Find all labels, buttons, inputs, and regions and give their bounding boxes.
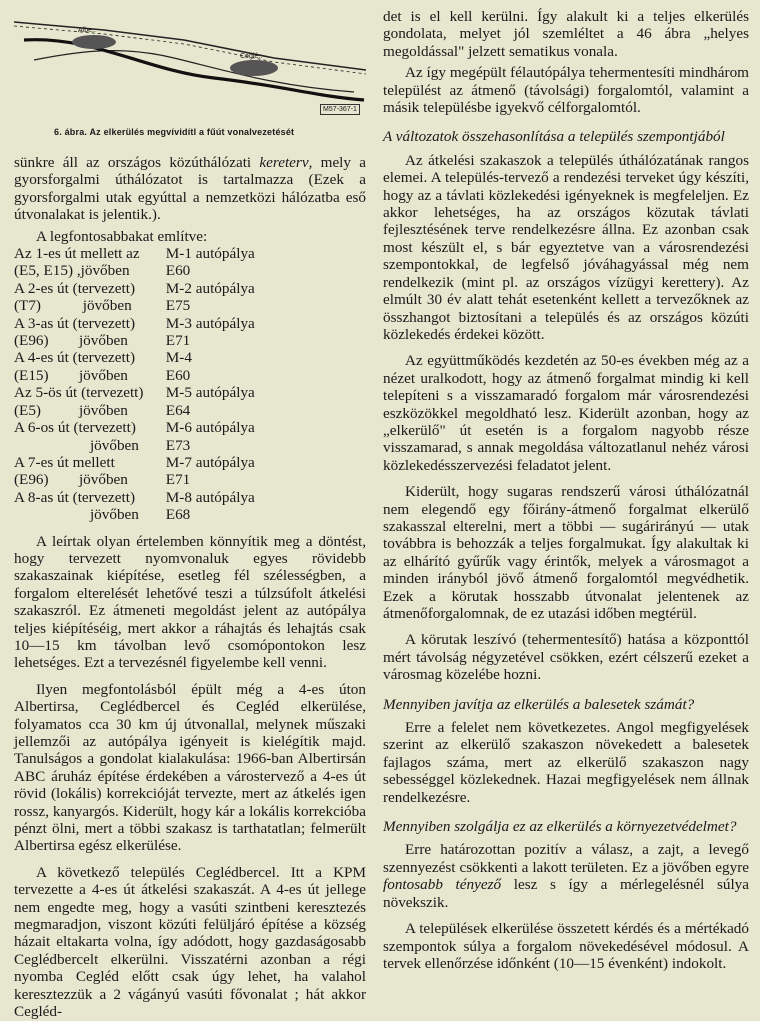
road-item: Az 1-es út mellett az M-1 autópálya (E5, E15) ,jövőben E60 [14, 245, 255, 280]
section-heading: Mennyiben szolgálja ez az elkerülés a környezetvédelmet? [383, 818, 737, 836]
section-heading: Mennyiben javítja az elkerülés a balesetek számát? [383, 695, 695, 713]
paragraph: A leírtak olyan értelemben könnyítik meg a döntést, hogy tervezett nyomvonaluk egyes rövidebb szakaszainak kiépítése, esetleg fél szélességben, a forgalom elterelését lehetővé teszi a túlzsúfolt átkelési szakaszról. Ez átmeneti megoldást jelent az autópálya teljes kiépítéséig, mert akkor a ráhajtás és lehajtás csak 10—15 km távolban levő csomópontokon lesz lehetséges. Ezt a tervezésnél figyelembe kell venni. [14, 532, 366, 672]
figure-place-label: Ceglé.. [240, 53, 263, 60]
road-item: A 3-as út (tervezett) M-3 autópálya (E96) jövőben E71 [14, 314, 255, 350]
figure-place-label: Albe.. [78, 27, 96, 34]
paragraph: Az együttműködés kezdetén az 50-es években még az a nézet uralkodott, hogy az átmenő forgalmat mindig ki kell telepíteni s a visszamaradó forgalom már városrendezési eszközökkel megoldható lesz. Kiderült azonban, hogy az „elkerülő" út esetén is a forgalom nagyobb része visszamarad, s annak megoldása változatlanul nehéz városi közlekedésszervezési feladatot jelent. [383, 352, 749, 474]
paragraph: det is el kell kerülni. Így alakult ki a teljes elkerülés gondolata, melyet jól szemléltet a 46 ábra „helyes megoldással" jelzett sematikus vonala. [383, 8, 749, 60]
paragraph-list-intro: A legfontosabbakat említve: [36, 227, 208, 245]
paragraph: Ilyen megfontolásból épült még a 4-es úton Albertirsa, Ceglédbercel és Cegléd elkerülése, folyamatos cca 30 km új útvonallal, melynek műszaki jellemzői az autópálya igényeit is kielégítik majd. Tanulságos a gondolat kialakulása: 1966-ban Albertirsán ABC áruház építése érdekében a várostervező a 4-es út rövid (lokális) korrekcióját tervezte, mert az átkelés igen rossz, kanyargós. Kiderült, hogy kár a lokális korrekcióba pénzt ölni, mert a többi szakasz is tarthatatlan; felmerült Albertirsa egész elkerülése. [14, 680, 366, 855]
figure-6 [14, 0, 366, 142]
paragraph: Az így megépült félautópálya tehermentesíti mindhárom települést az átmenő (távolsági) forgalomtól, valamint a másik településbe igyekvő célforgalomtól. [383, 64, 749, 117]
figure-caption: 6. ábra. Az elkerülés megvívidítl a fűút vonalvezetését [54, 127, 295, 137]
road-item: Az 5-ös út (tervezett) M-5 autópálya (E5) jövőben E64 [14, 384, 255, 419]
road-item: A 6-os út (tervezett) M-6 autópálya jövőben E73 [14, 419, 255, 454]
right-column [383, 0, 749, 972]
road-list [14, 245, 366, 524]
paragraph: A települések elkerülése összetett kérdés és a mértékadó szempontok súlya a forgalom növekedésével módosul. A tervek ellenőrzése időnként (10—15 évenként) indokolt. [383, 920, 749, 972]
paragraph-intro: sünkre áll az országos közúthálózati kereterv, mely a gyorsforgalmi úthálózatot is tartalmazza (Ezek a gyorsforgalmi utak egyúttal a nemzetközi hálózatba eső útvonalakat is jelentik.). [14, 154, 366, 224]
paragraph: A következő település Ceglédbercel. Itt a KPM tervezette a 4-es út átkelési szakaszát. A 4-es út jellege nem engedte meg, hogy a vasúti szintbeni keresztezés megmaradjon, viszont közúti felüljáró építése a község házait eltakarta volna, így adódott, hogy gazdaságosabb Ceglédbercelt elkerülni. Visszatérni azonban a régi nyomba Cegléd előtt csak úgy lehet, ha valahol keresztezzük a 2 vágányú vasúti fővonalat ; hát akkor Cegléd- [14, 863, 366, 1021]
paragraph: Kiderült, hogy sugaras rendszerű városi úthálózatnál nem elegendő egy főirány-átmenő forgalmat elkerülő szakasszal elterelni, mert a többi — sugárirányú — utak továbbra is behozzák a teljes forgalmukat. Így alakultak ki az elhárító gyűrűk vagy érintők, melyek a városmagot a minden irányból jövő átmenő forgalomtól megvédhetik. Ezek a körutak hosszabb útvonalat jelentenek az átmenőforgalomnak, de ez utazási időben megtérül. [383, 483, 749, 622]
section-heading: A változatok összehasonlítása a település szempontjából [383, 128, 725, 146]
figure-stamp: M57-367-1 [320, 104, 360, 115]
road-item: A 7-es út mellett M-7 autópálya (E96) jövőben E71 [14, 453, 255, 489]
bypass-map-drawing [14, 0, 366, 122]
paragraph: A körutak leszívó (tehermentesítő) hatása a központtól mért távolság négyzetével csökken, ezért célszerű ezeket a városmag közelébe hozni. [383, 631, 749, 684]
road-item: A 4-es út (tervezett) M-4 (E15) jövőben E60 [14, 349, 192, 384]
left-column [14, 0, 366, 1021]
road-item: A 2-es út (tervezett) M-2 autópálya (T7) jövőben E75 [14, 279, 255, 315]
paragraph: Az átkelési szakaszok a település úthálózatának rangos elemei. A település-tervező a rendezési terveket úgy készíti, hogy az a távlati közlekedési igényeknek is megfeleljen. Ez akkor lehetséges, ha az országos közutak távlati fejlesztésének terve rendelkezésre állna. Ez azonban csak most készült el, s bár egyeztetve van a városrendezési szempontokkal, de legfelső jóváhagyással még nem rendelkezik (mint pl. az országos vízügyi kerettery). Az elmúlt 30 év alatt tehát esetenként kellett a tervezőknek az összhangot biztosítani a település és az országos közúti közlekedés érdekei között. [383, 151, 749, 343]
paragraph: Erre határozottan pozitív a válasz, a zajt, a levegő szennyezést csökkenti a lakott területen. Ez a jövőben egyre fontosabb tényező lesz s így a mérlegelésnél súlya növekszik. [383, 841, 749, 911]
paragraph: Erre a felelet nem következetes. Angol megfigyelések szerint az elkerülő szakaszon növekedett a balesetek fajlagos száma, mert az elkerülő szakaszon nagy sebességgel közlekednek. Hazai megfigyelések nem állnak rendelkezésre. [383, 719, 749, 806]
road-item: A 8-as út (tervezett) M-8 autópálya jövőben E68 [14, 488, 255, 524]
